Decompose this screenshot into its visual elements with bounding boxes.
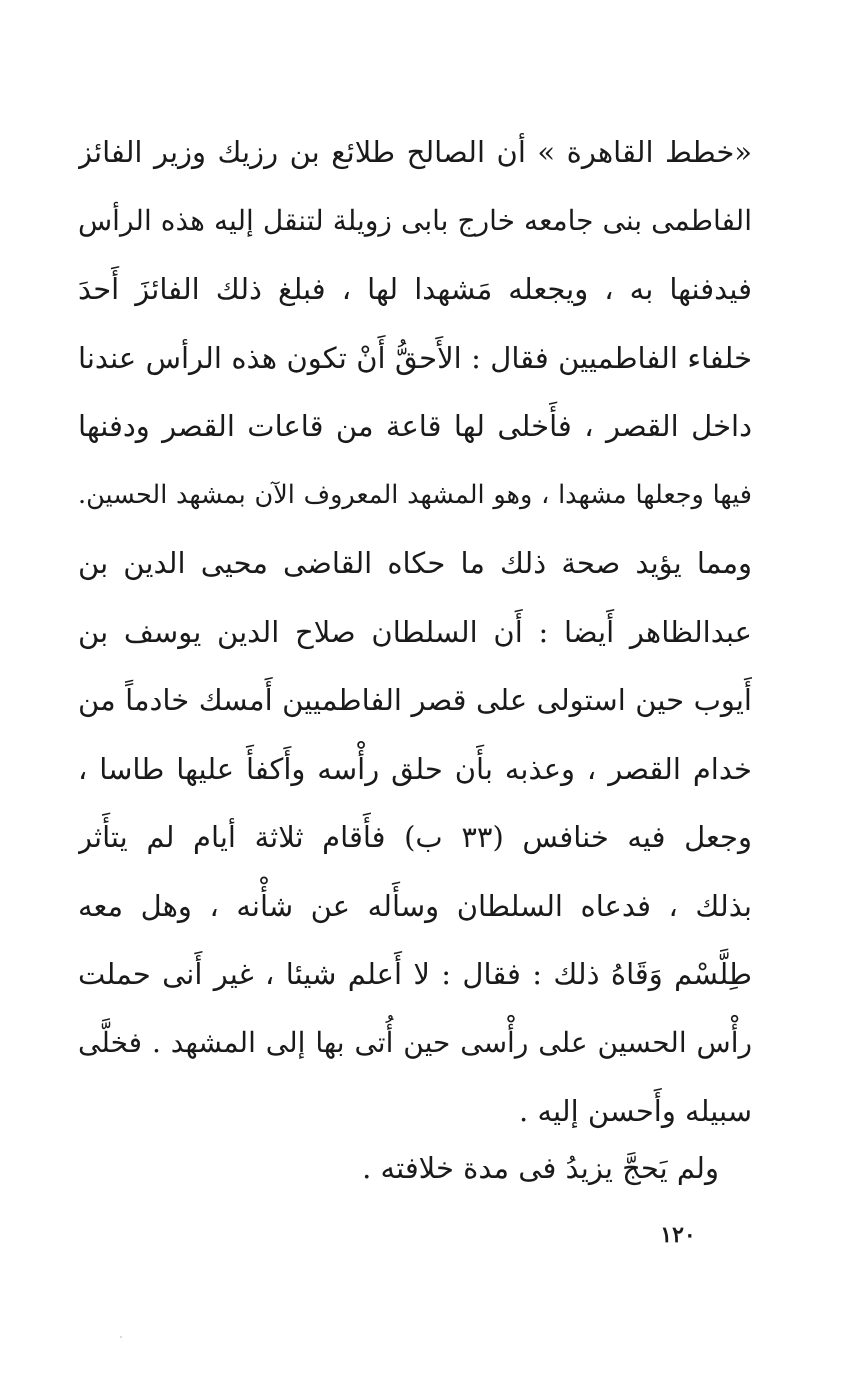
text-line: الفاطمى بنى جامعه خارج بابى زويلة لتنقل إليه هذه الرأس: [78, 203, 752, 237]
text-line: وجعل فيه خنافس (٣٣ ب) فأَقام ثلاثة أيام لم يتأَثر: [78, 820, 752, 854]
page-number: ١٢٠: [660, 1222, 696, 1248]
text-line: عبدالظاهر أَيضا : أَن السلطان صلاح الدين يوسف بن: [78, 614, 752, 649]
text-line: بذلك ، فدعاه السلطان وسأَله عن شأْنه ، وهل معه: [78, 888, 752, 923]
scan-speck: [120, 1336, 122, 1338]
text-line: داخل القصر ، فأَخلى لها قاعة من قاعات القصر ودفنها: [78, 409, 752, 443]
text-line: خلفاء الفاطميين فقال : الأَحقُّ أَنْ تكون هذه الرأس عندنا: [78, 340, 752, 375]
text-line: طِلَّسْم وَقَاهُ ذلك : فقال : لا أَعلم شيئا ، غير أَنى حملت: [78, 957, 752, 991]
text-line: فيها وجعلها مشهدا ، وهو المشهد المعروف الآن بمشهد الحسين.: [78, 479, 752, 510]
text-line: أَيوب حين استولى على قصر الفاطميين أَمسك خادماً من: [78, 683, 752, 717]
text-line-last: سبيله وأَحسن إليه .: [519, 1094, 752, 1128]
closing-paragraph: ولم يَحجَّ يزيدُ فى مدة خلافته .: [362, 1151, 719, 1185]
body-paragraph: [78, 118, 752, 1146]
text-line: فيدفنها به ، ويجعله مَشهدا لها ، فبلغ ذلك الفائزَ أَحدَ: [78, 272, 752, 306]
text-line: «خطط القاهرة » أن الصالح طلائع بن رزيك وزير الفائز: [78, 135, 752, 169]
text-line: خدام القصر ، وعذبه بأَن حلق رأْسه وأَكفأَ عليها طاسا ،: [78, 751, 752, 786]
text-line: ومما يؤيد صحة ذلك ما حكاه القاضى محيى الدين بن: [78, 546, 752, 580]
text-line: رأْس الحسين على رأْسى حين أُتى بها إلى المشهد . فخلَّى: [78, 1025, 752, 1059]
